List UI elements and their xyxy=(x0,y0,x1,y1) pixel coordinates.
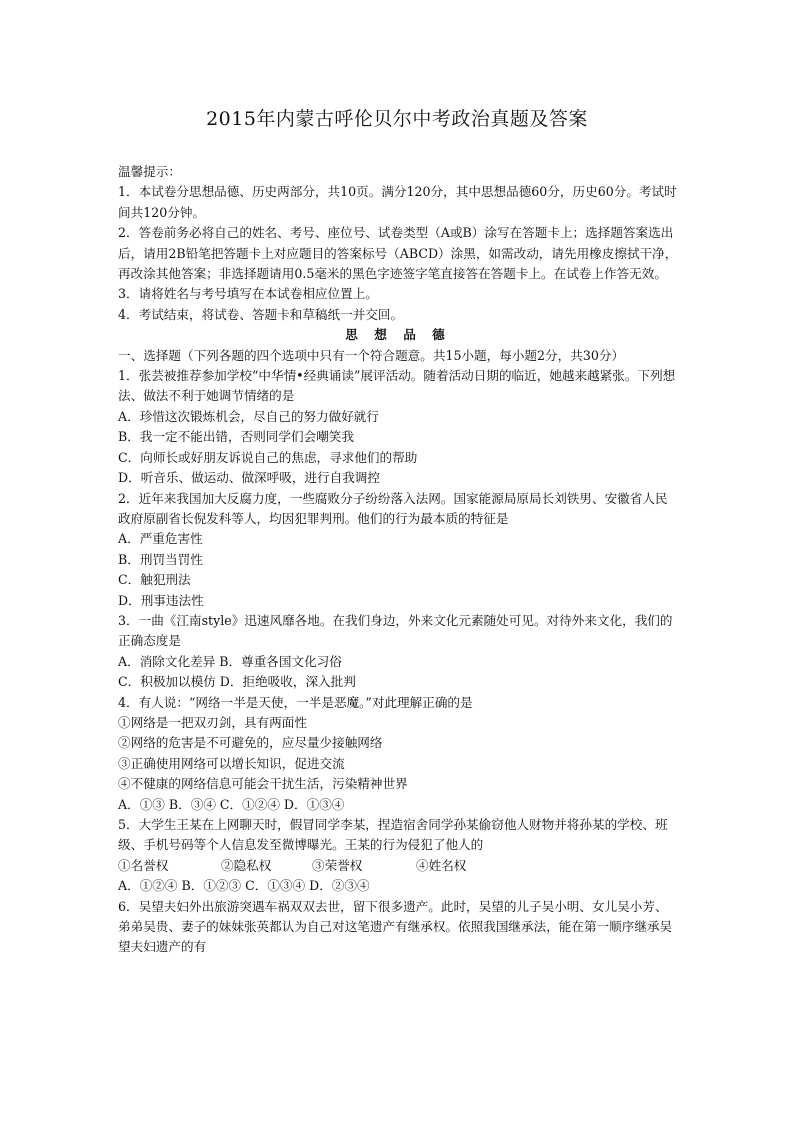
question-option: C．积极加以模仿 D．拒绝吸收，深入批判 xyxy=(118,674,356,690)
notice-item: 3．请将姓名与考号填写在本试卷相应位置上。 xyxy=(118,286,378,302)
notice-item: 1．本试卷分思想品德、历史两部分，共10页。满分120分，其中思想品德60分，历史60分。考试时间共120分钟。 xyxy=(118,184,677,220)
document-body xyxy=(118,162,678,958)
question-option: A．①③ B．③④ C．①②④ D．①③④ xyxy=(118,796,345,812)
question-option: A．消除文化差异 B．尊重各国文化习俗 xyxy=(118,653,342,669)
question-stem: 3．一曲《江南style》迅速风靡各地。在我们身边，外来文化元素随处可见。对待外来文化，我们的正确态度是 xyxy=(118,612,673,649)
section-title: 思 想 品 德 xyxy=(345,327,451,343)
question-stem: 4．有人说：“网络一半是天使，一半是恶魔。”对此理解正确的是 xyxy=(118,694,473,710)
question-option: C．触犯刑法 xyxy=(118,572,191,588)
notice-item: 4．考试结束，将试卷、答题卡和草稿纸一并交回。 xyxy=(118,306,404,322)
part1-heading: 一、选择题（下列各题的四个选项中只有一个符合题意。共15小题，每小题2分，共30分） xyxy=(118,347,625,363)
question-option: D．听音乐、做运动、做深呼吸，进行自我调控 xyxy=(118,470,380,486)
notice-item: 2．答卷前务必将自己的姓名、考号、座位号、试卷类型（A或B）涂写在答题卡上；选择题答案选出后，请用2B铅笔把答题卡上对应题目的答案标号（ABCD）涂黑，如需改动，请先用橡皮擦拭干净，再改涂其他答案；非选择题请用0.5毫米的黑色字迹签字笔直接答在答题卡上。在试卷上作答无效。 xyxy=(118,225,678,282)
question-stem: 2．近年来我国加大反腐力度，一些腐败分子纷纷落入法网。国家能源局原局长刘铁男、安徽省人民政府原副省长倪发科等人，均因犯罪判刑。他们的行为最本质的特征是 xyxy=(118,490,668,526)
notice-heading: 温馨提示： xyxy=(118,164,181,179)
question-option: C．向师长或好朋友诉说自己的焦虑，寻求他们的帮助 xyxy=(118,449,418,465)
question-stem: 1．张芸被推荐参加学校“中华情•经典诵读”展评活动。随着活动日期的临近，她越来越紧张。下列想法、做法不利于她调节情绪的是 xyxy=(118,368,676,404)
question-statement: ①网络是一把双刃剑，具有两面性 xyxy=(118,714,307,730)
right-item: ②隐私权 xyxy=(221,857,272,873)
question-option: B．我一定不能出错，否则同学们会嘲笑我 xyxy=(118,429,354,445)
question-statement: ④不健康的网络信息可能会干扰生活，污染精神世界 xyxy=(118,776,408,792)
question-stem: 5．大学生王某在上网聊天时，假冒同学李某，捏造宿舍同学孙某偷窃他人财物并将孙某的学校、班级、手机号码等个人信息发至微博曝光。王某的行为侵犯了他人的 xyxy=(118,817,668,853)
question-option: A．严重危害性 xyxy=(118,531,203,547)
question-option: B．刑罚当罚性 xyxy=(118,551,203,567)
question-option: D．刑事违法性 xyxy=(118,592,204,608)
document-title: 2015年内蒙古呼伦贝尔中考政治真题及答案 xyxy=(206,108,588,130)
right-item: ③荣誉权 xyxy=(312,857,363,873)
question-statement: ②网络的危害是不可避免的，应尽量少接触网络 xyxy=(118,735,383,751)
question-statement: ③正确使用网络可以增长知识，促进交流 xyxy=(118,755,345,771)
question-option: A．珍惜这次锻炼机会，尽自己的努力做好就行 xyxy=(118,408,379,424)
question-option: A．①②④ B．①②③ C．①③④ D．②③④ xyxy=(118,878,370,894)
right-item: ①名誉权 xyxy=(118,857,169,873)
question-statement-row xyxy=(118,856,678,876)
right-item: ④姓名权 xyxy=(416,857,467,873)
question-stem: 6．吴望夫妇外出旅游突遇车祸双双去世，留下很多遗产。此时，吴望的儿子吴小明、女儿吴小芳、弟弟吴贵、妻子的妹妹张英都认为自己对这笔遗产有继承权。依照我国继承法，能在第一顺序继承吴望夫妇遗产的有 xyxy=(118,898,673,955)
